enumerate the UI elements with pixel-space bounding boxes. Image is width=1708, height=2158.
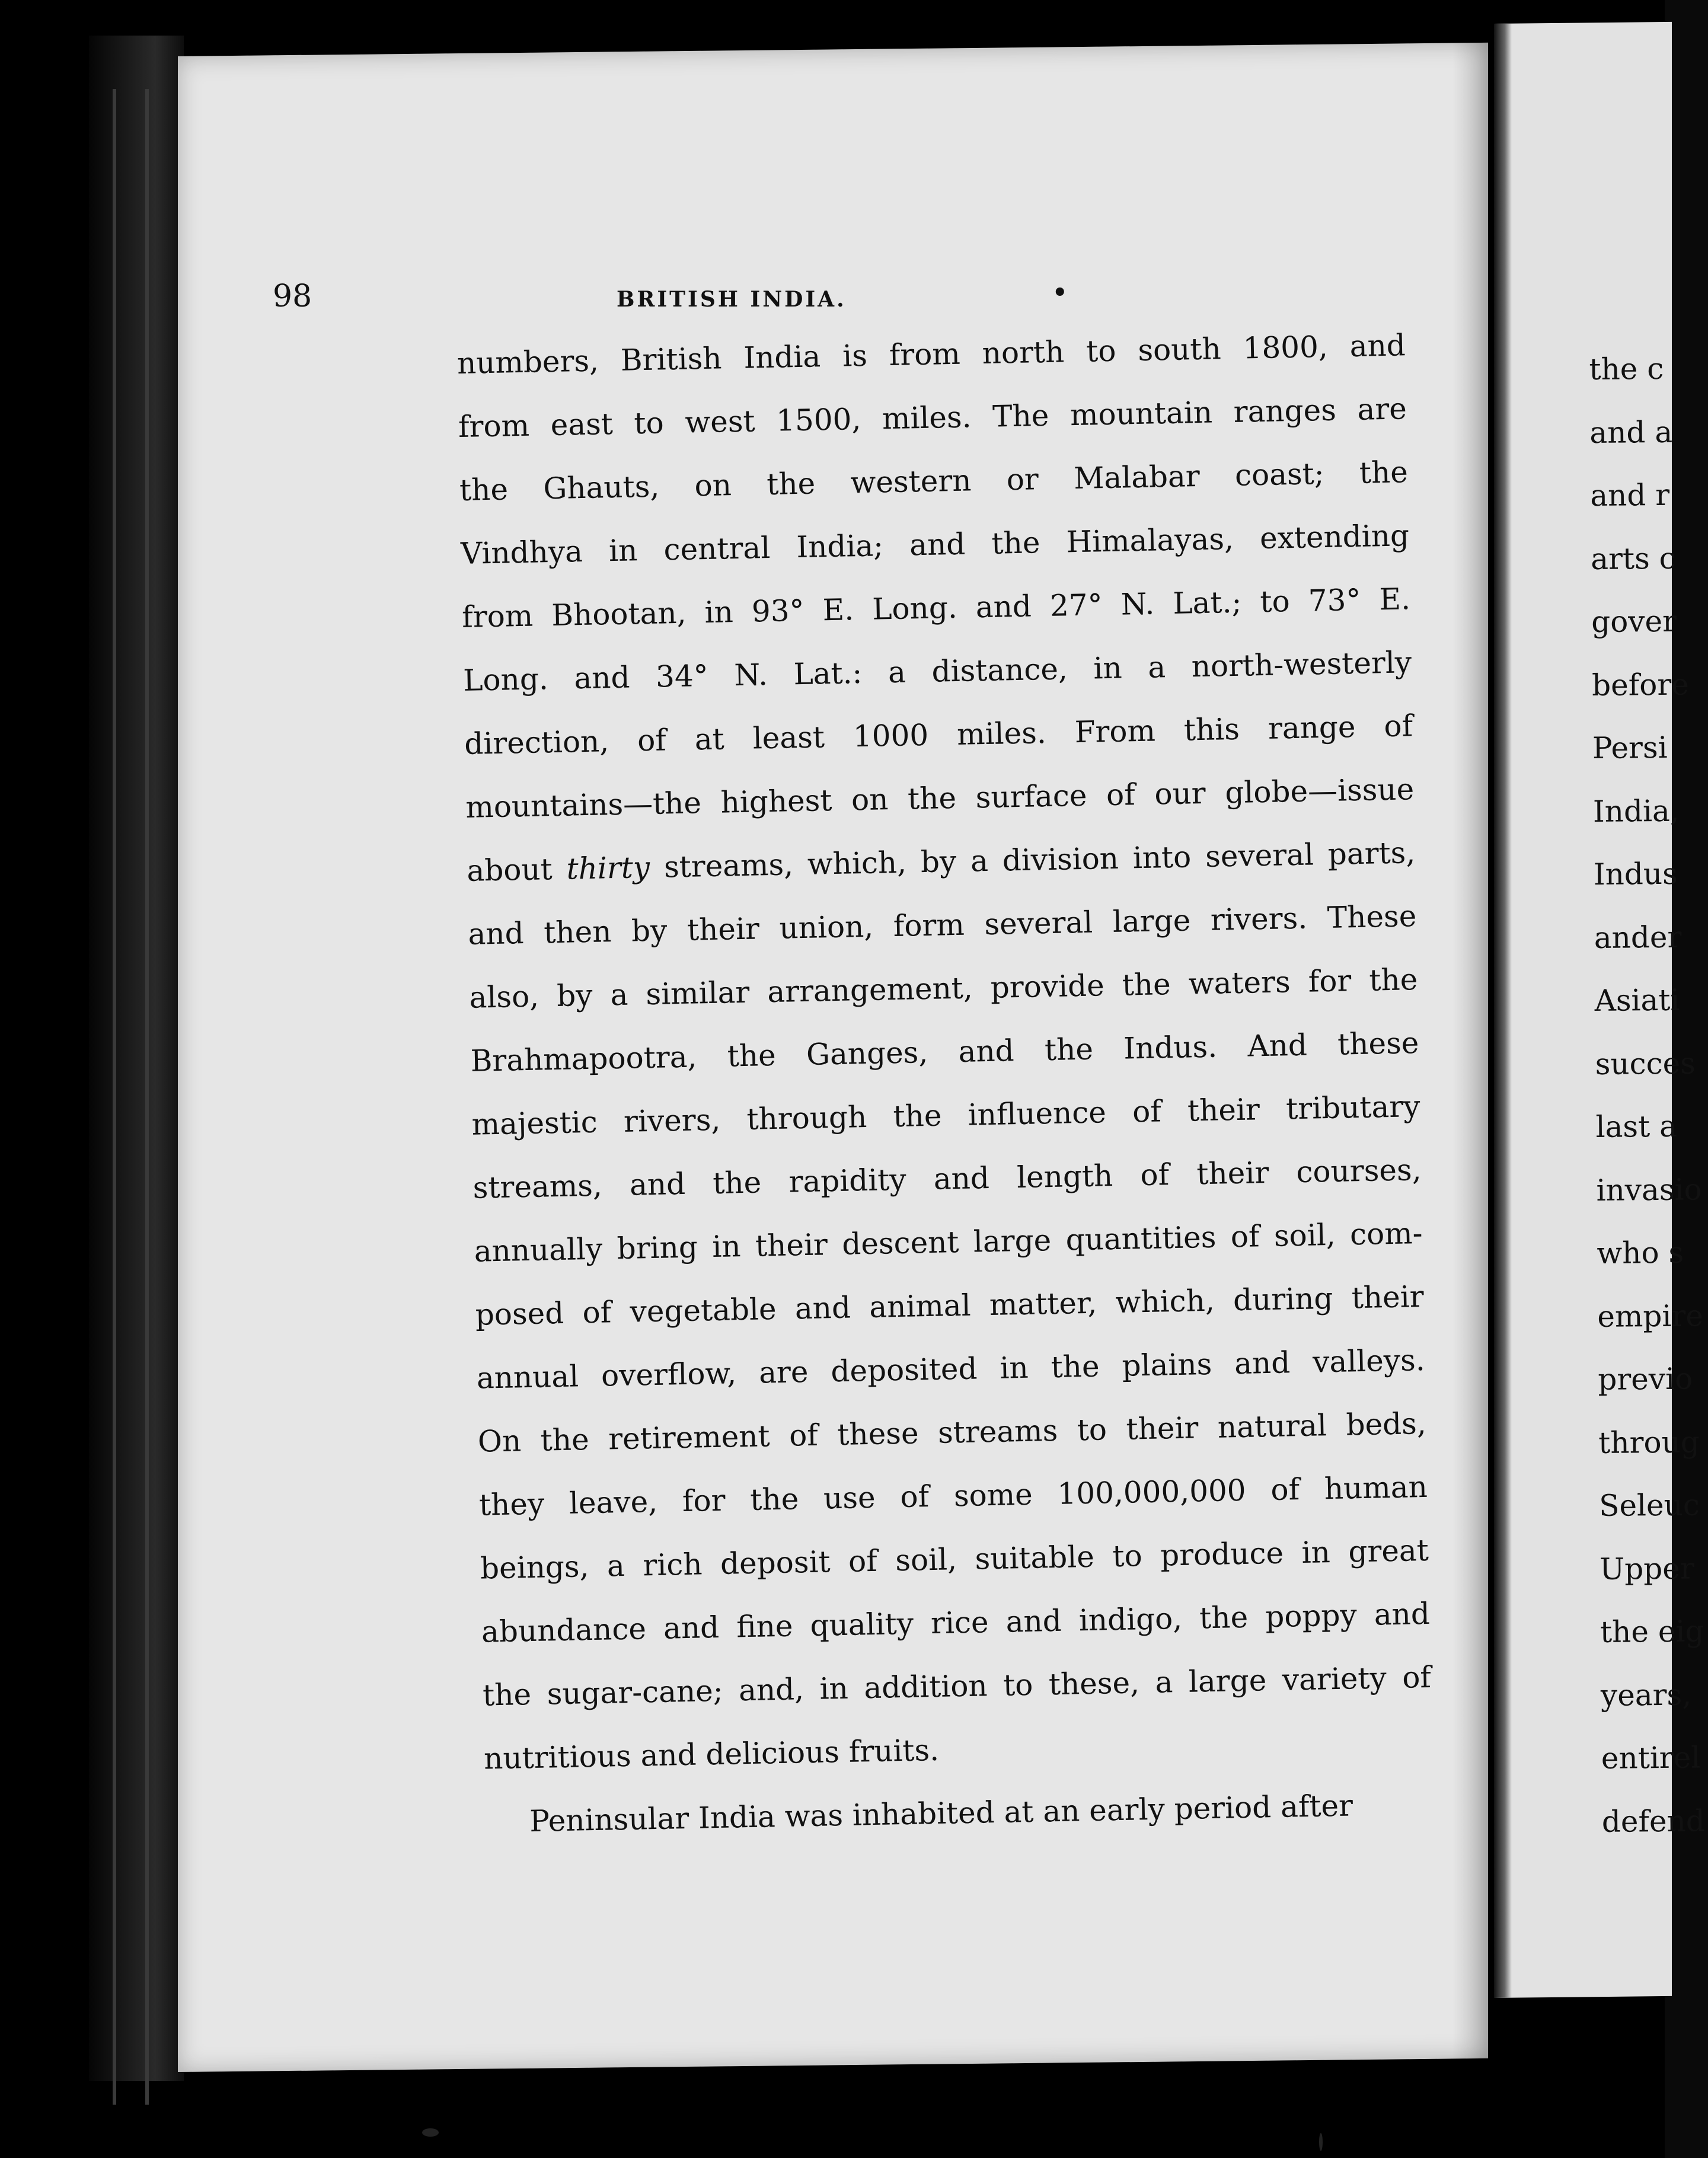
right-page-line: Seleuc: [1598, 1487, 1700, 1523]
text-line: posed of vegetable and animal matter, which, during their: [475, 1279, 1425, 1332]
text-line: and then by their union, form several large rivers. These: [467, 899, 1417, 952]
text-line: mountains—the highest on the surface of our globe—issue: [465, 772, 1415, 825]
text-line: about thirty streams, which, by a division into several parts,: [466, 835, 1416, 888]
right-page-line: throug: [1598, 1424, 1700, 1460]
right-page-line: invasio: [1596, 1171, 1702, 1208]
text-line: from east to west 1500, miles. The mountain ranges are: [458, 391, 1407, 444]
right-page-line: years,: [1600, 1677, 1692, 1713]
text-line: nutritious and delicious fruits.: [483, 1732, 940, 1776]
right-page-line: Asiati: [1594, 982, 1680, 1018]
edge-line: [145, 89, 149, 2105]
right-page-line: and a: [1589, 414, 1673, 450]
text-line: from Bhootan, in 93° E. Long. and 27° N. Lat.; to 73° E.: [461, 582, 1411, 634]
right-page-line: the c: [1589, 351, 1664, 387]
text-line: majestic rivers, through the influence of their tributary: [471, 1089, 1420, 1142]
right-page-line: previo: [1598, 1361, 1693, 1397]
running-head: BRITISH INDIA.: [617, 287, 847, 312]
right-page-line: gover: [1591, 604, 1677, 639]
page-fold-shadow: [1494, 24, 1512, 1998]
right-page-line: defend: [1601, 1803, 1705, 1839]
right-page-line: Upper: [1599, 1551, 1695, 1586]
page-gutter-shadow: [1452, 43, 1488, 2059]
right-page-line: India,: [1592, 793, 1680, 829]
right-page-line: who s: [1597, 1235, 1684, 1270]
page-number: 98: [273, 279, 312, 314]
text-line: also, by a similar arrangement, provide the waters for the: [469, 962, 1418, 1015]
text-line: direction, of at least 1000 miles. From this range of: [464, 708, 1413, 761]
right-page-line: Indus: [1593, 856, 1678, 892]
edge-line: [113, 89, 116, 2105]
right-page-line: arts c: [1590, 541, 1676, 576]
right-page-line: ander: [1594, 920, 1682, 955]
right-page-line: last a: [1595, 1109, 1678, 1144]
text-line: the sugar-cane; and, in addition to these, a large variety of: [482, 1659, 1432, 1713]
text-line: Peninsular India was inhabited at an early period after: [529, 1788, 1353, 1839]
right-page-line: succes: [1595, 1045, 1696, 1081]
right-page-line: the eig: [1600, 1614, 1704, 1649]
scan-speck: [1319, 2133, 1323, 2151]
text-line: Brahmapootra, the Ganges, and the Indus. And these: [470, 1026, 1419, 1078]
right-page-line: and r: [1590, 477, 1670, 513]
text-line: streams, and the rapidity and length of their courses,: [473, 1153, 1422, 1205]
text-line: they leave, for the use of some 100,000,000 of human: [478, 1469, 1428, 1522]
text-line: beings, a rich deposit of soil, suitable to produce in great: [480, 1533, 1429, 1586]
text-line: annual overflow, are deposited in the plains and valleys.: [476, 1342, 1426, 1396]
body-text: [456, 314, 1434, 1854]
text-line: Vindhya in central India; and the Himalayas, extending: [460, 518, 1410, 571]
text-line: Long. and 34° N. Lat.: a distance, in a north-westerly: [462, 645, 1412, 698]
text-line: On the retirement of these streams to their natural beds,: [477, 1406, 1427, 1459]
scan-speck: [422, 2128, 439, 2137]
book-edge: [89, 36, 184, 2081]
right-page-line: before: [1591, 667, 1690, 703]
text-line: annually bring in their descent large quantities of soil, com-: [474, 1216, 1423, 1269]
text-line: the Ghauts, on the western or Malabar coast; the: [459, 455, 1409, 507]
page-header: [273, 279, 1162, 326]
running-head-mark: •: [1052, 279, 1068, 307]
right-page-text-fragments: [1589, 337, 1705, 1853]
text-line: abundance and fine quality rice and indigo, the poppy and: [481, 1596, 1431, 1649]
text-line: numbers, British India is from north to south 1800, and: [456, 328, 1406, 381]
right-page-line: empire: [1597, 1298, 1704, 1334]
right-page-line: Persi: [1592, 730, 1668, 765]
right-page-line: entirel: [1601, 1740, 1701, 1776]
